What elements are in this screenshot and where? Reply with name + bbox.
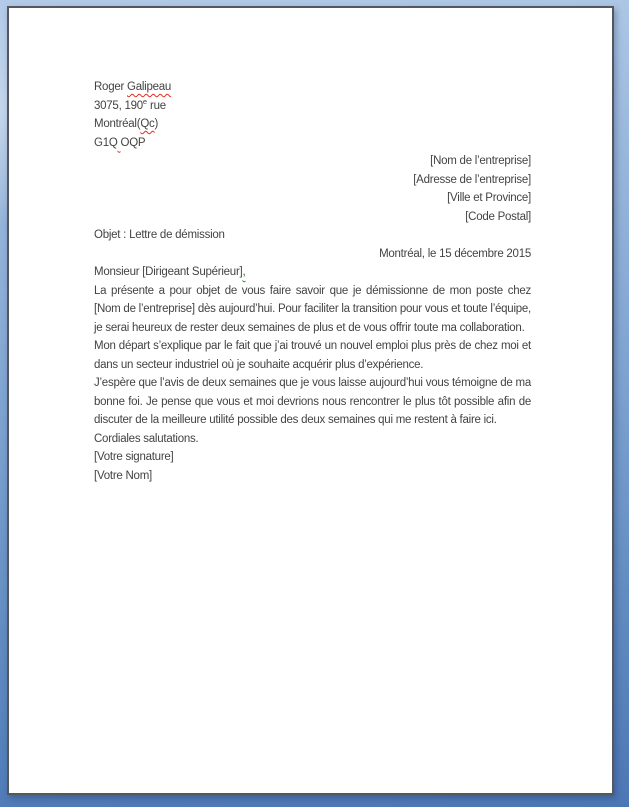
signature-block bbox=[94, 448, 531, 485]
subject-line: Objet : Lettre de démission bbox=[94, 229, 225, 241]
sender-postal-line bbox=[94, 134, 531, 153]
date-line: Montréal, le 15 décembre 2015 bbox=[379, 247, 531, 260]
closing-line: Cordiales salutations. bbox=[94, 432, 199, 445]
salutation-line bbox=[94, 263, 531, 282]
recipient-address-placeholder: [Adresse de l’entreprise] bbox=[413, 173, 531, 186]
recipient-city-placeholder: [Ville et Province] bbox=[447, 192, 531, 204]
street-number: 3075, 190 bbox=[94, 99, 143, 112]
recipient-address-block bbox=[94, 152, 531, 226]
postal-code-part: OQP bbox=[120, 136, 146, 149]
sender-city-line bbox=[94, 115, 531, 134]
city-paren-close: ) bbox=[154, 118, 159, 130]
body-paragraph: La présente a pour objet de vous faire savoir que je démissionne de mon poste chez [Nom de l’entreprise] dès aujourd’hui. Pour faciliter la transition pour vous et toute l’équipe, je serai heureux de rester deux semaines de plus et de vous offrir toute ma collaboration. bbox=[94, 284, 531, 334]
street-name: rue bbox=[147, 99, 166, 112]
misspelled-word: Galipeau bbox=[127, 81, 172, 93]
misspelled-word: Qc bbox=[140, 118, 155, 130]
ordinal-suffix: e bbox=[142, 96, 148, 106]
sender-first-name: Roger bbox=[94, 81, 128, 93]
city-name: Montréal( bbox=[94, 118, 141, 130]
postal-code-part: G1Q bbox=[94, 136, 118, 149]
body-paragraph: Mon départ s’explique par le fait que j’ai trouvé un nouvel emploi plus près de chez moi et dans un secteur industriel où je souhaite acquérir plus d’expérience. bbox=[94, 340, 531, 371]
sender-address-block bbox=[94, 78, 531, 152]
grammar-flagged-comma: , bbox=[242, 266, 246, 278]
signature-placeholder: [Votre signature] bbox=[94, 451, 174, 463]
sender-name-line bbox=[94, 78, 531, 97]
salutation-text: Monsieur [Dirigeant Supérieur] bbox=[94, 266, 243, 278]
name-placeholder: [Votre Nom] bbox=[94, 469, 152, 482]
recipient-company-placeholder: [Nom de l’entreprise] bbox=[430, 155, 531, 167]
body-paragraph: J’espère que l’avis de deux semaines que je vous laisse aujourd’hui vous témoigne de ma bonne foi. Je pense que vous et moi devrions nous rencontrer le plus tôt possible afin de discuter de la meilleure utilité possible des deux semaines qui me restent à faire ici. bbox=[94, 377, 531, 426]
sender-street-line bbox=[94, 97, 531, 116]
recipient-postal-placeholder: [Code Postal] bbox=[465, 210, 531, 223]
document-page[interactable] bbox=[7, 6, 614, 795]
